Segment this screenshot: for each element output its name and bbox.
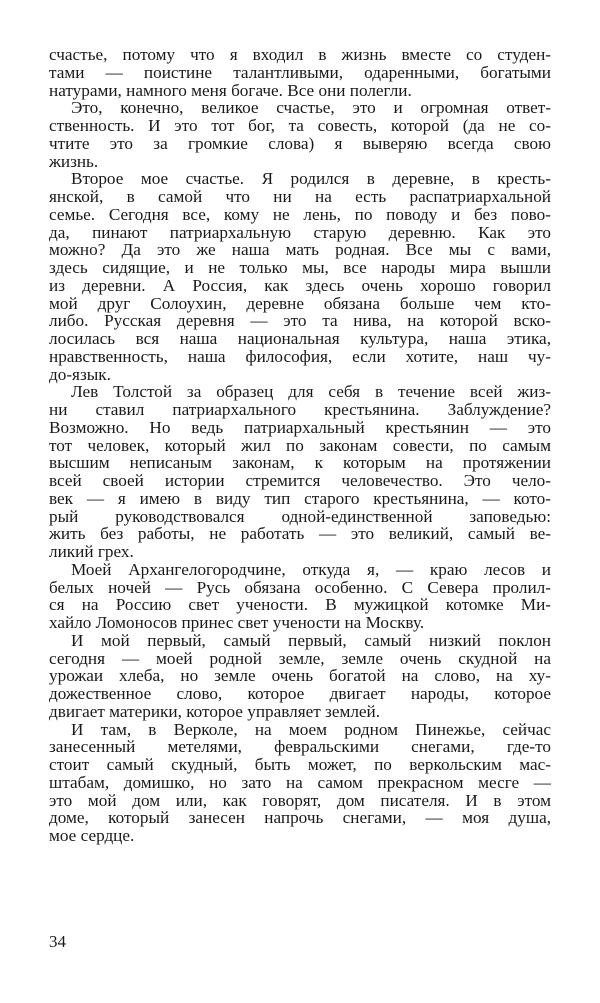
text-line: да, пинают патриархальную старую деревню. Как это bbox=[49, 222, 551, 242]
text-line: рый руководствовался одной-единственной заповедью: bbox=[49, 506, 551, 526]
paragraph bbox=[49, 632, 551, 721]
text-line: И там, в Верколе, на моем родном Пинежье, сейчас bbox=[71, 719, 551, 739]
text-line: это мой дом или, как говорят, дом писателя. И в этом bbox=[49, 790, 551, 810]
text-line: янской, в самой что ни на есть распатриархальной bbox=[49, 187, 551, 206]
paragraph bbox=[49, 99, 551, 170]
text-line: Моей Архангелогородчине, откуда я, — краю лесов и bbox=[71, 559, 551, 579]
text-line: чтите это за громкие слова) я выверяю всегда свою bbox=[49, 133, 551, 153]
text-line: белых ночей — Русь обязана особенно. С Севера пролил- bbox=[49, 577, 551, 597]
text-line: двигает материки, которое управляет землей. bbox=[49, 701, 381, 721]
text-line: нравственность, наша философия, если хотите, наш чу- bbox=[49, 346, 551, 366]
text-line: хайло Ломоносов принес свет учености на Москву. bbox=[49, 613, 425, 632]
text-line: дожественное слово, которое двигает народы, которое bbox=[49, 684, 551, 703]
text-line: Это, конечно, великое счастье, это и огромная ответ- bbox=[71, 98, 551, 118]
text-line: из деревни. А Россия, как здесь очень хорошо говорил bbox=[49, 275, 551, 295]
text-line: высшим неписаным законам, к которым на протяжении bbox=[49, 453, 551, 473]
text-line: ственность. И это тот бог, та совесть, которой (да не со- bbox=[49, 116, 551, 135]
text-line: здесь сидящие, и не только мы, все народы мира вышли bbox=[49, 258, 551, 277]
text-line: век — я имею в виду тип старого крестьянина, — кото- bbox=[49, 488, 551, 508]
page-number: 34 bbox=[49, 932, 66, 951]
paragraph bbox=[49, 46, 551, 99]
text-line: ся на Россию свет учености. В мужицкой котомке Ми- bbox=[49, 595, 551, 615]
text-line: до-язык. bbox=[49, 364, 111, 384]
paragraph bbox=[49, 721, 551, 845]
text-line: тами — поистине талантливыми, одаренными, богатыми bbox=[49, 62, 551, 82]
text-line: жизнь. bbox=[49, 151, 99, 171]
paragraph bbox=[49, 383, 551, 561]
text-line: занесенный метелями, февральскими снегами, где-то bbox=[49, 737, 551, 757]
text-line: ликий грех. bbox=[49, 542, 134, 561]
text-line: сегодня — моей родной земле, земле очень скудной на bbox=[49, 648, 551, 668]
text-line: лосилась вся наша национальная культура, наша этика, bbox=[49, 329, 551, 348]
text-line: мое сердце. bbox=[49, 826, 135, 845]
text-line: урожаи хлеба, но земле очень богатой на слово, на ху- bbox=[49, 666, 551, 686]
text-line: штабам, домишко, но зато на самом прекрасном месге — bbox=[49, 772, 551, 792]
text-line: Лев Толстой за образец для себя в течение всей жиз- bbox=[71, 382, 551, 402]
page-body-text bbox=[49, 46, 551, 845]
text-line: счастье, потому что я входил в жизнь вместе со студен- bbox=[49, 45, 551, 64]
text-line: мой друг Солоухин, деревне обязана больше чем кто- bbox=[49, 293, 551, 313]
text-line: можно? Да это же наша мать родная. Все мы с вами, bbox=[49, 240, 551, 260]
paragraph bbox=[49, 170, 551, 383]
paragraph bbox=[49, 561, 551, 632]
text-line: стоит самый скудный, быть может, по веркольским мас- bbox=[49, 755, 551, 774]
text-line: семье. Сегодня все, кому не лень, по поводу и без пово- bbox=[49, 204, 551, 224]
text-line: доме, который занесен напрочь снегами, — моя душа, bbox=[49, 808, 551, 828]
text-line: И мой первый, самый первый, самый низкий поклон bbox=[71, 630, 551, 650]
text-line: либо. Русская деревня — это та нива, на которой вско- bbox=[49, 311, 551, 331]
text-line: Возможно. Но ведь патриархальный крестьянин — это bbox=[49, 417, 551, 437]
text-line: ни ставил патриархального крестьянина. Заблуждение? bbox=[49, 400, 551, 419]
text-line: тот человек, который жил по законам совести, по самым bbox=[49, 435, 551, 455]
text-line: Второе мое счастье. Я родился в деревне, в кресть- bbox=[71, 169, 551, 189]
text-line: жить без работы, не работать — это великий, самый ве- bbox=[49, 524, 551, 544]
text-line: натурами, намного меня богаче. Все они полегли. bbox=[49, 80, 412, 100]
text-line: всей своей истории стремится человечество. Это чело- bbox=[49, 471, 551, 490]
